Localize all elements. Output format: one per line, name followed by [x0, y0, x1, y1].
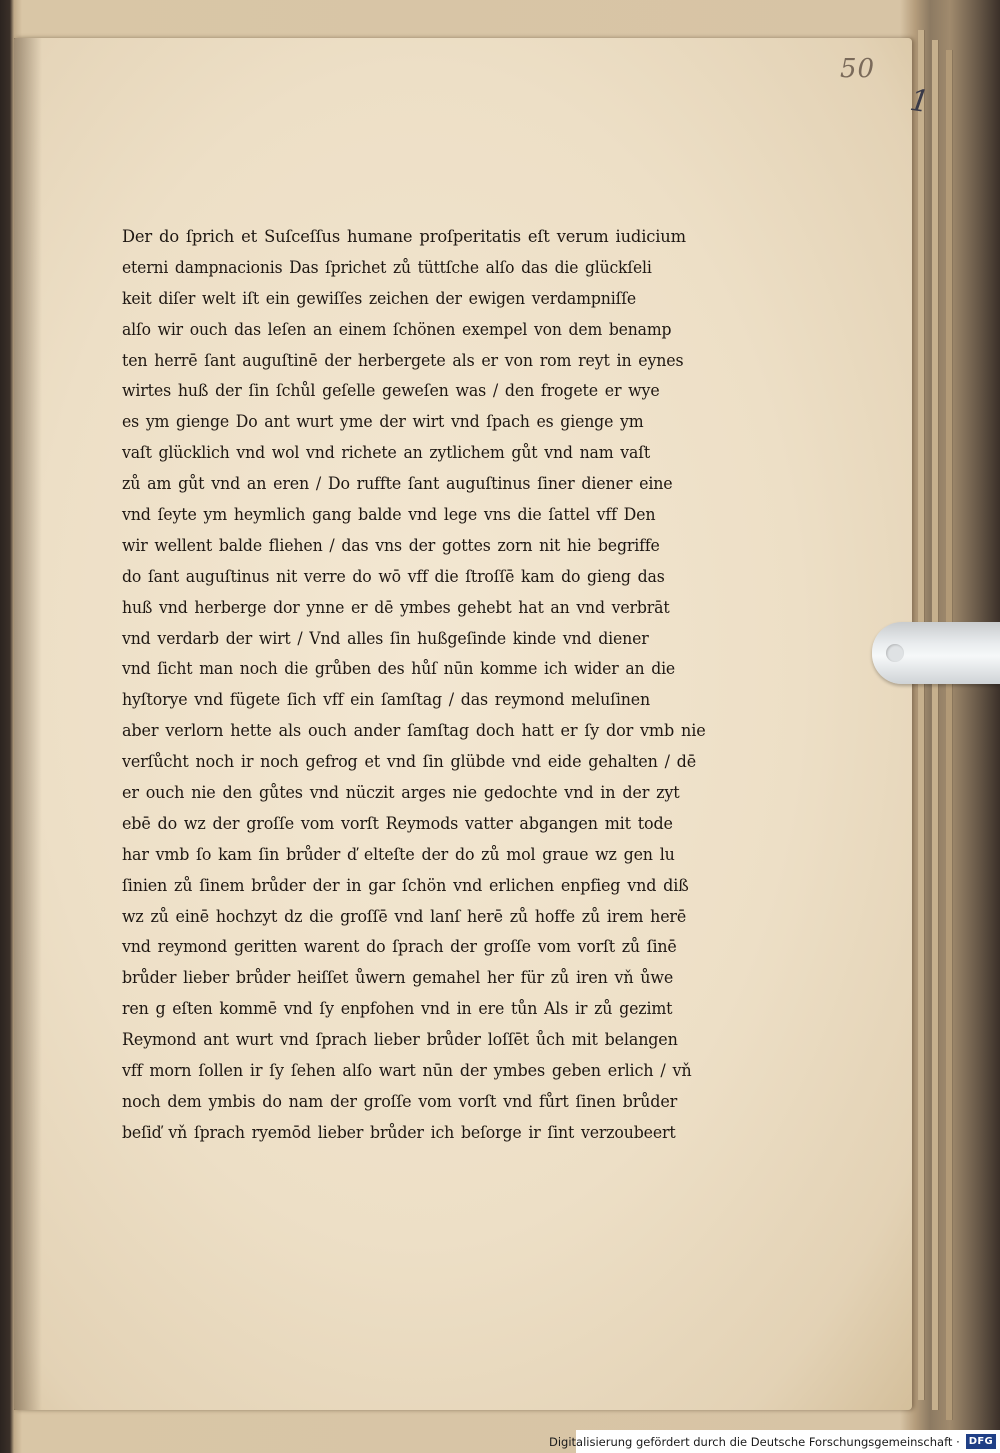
text-line: wir wellent balde fliehen / das vns der gottes zorn nit hie begriffe: [122, 535, 660, 555]
text-line: vnd verdarb der wirt / Vnd alles ſin hußgeſinde kinde vnd diener: [122, 628, 649, 648]
text-line: beſiď vň ſprach ryemōd lieber brůder ich beſorge ir ſint verzoubeert: [122, 1122, 676, 1142]
dfg-logo: DFG: [966, 1434, 996, 1449]
text-line: ſinien zů ſinem brůder der in gar ſchön vnd erlichen enpfieg vnd diß: [122, 875, 689, 895]
text-line: har vmb ſo kam ſin brůder ď elteſte der do zů mol graue wz gen lu: [122, 844, 675, 864]
bookmark-clip: [872, 622, 1000, 684]
text-line: do ſant auguſtinus nit verre do wō vff die ſtroſſē kam do gieng das: [122, 566, 665, 586]
text-line: keit diſer welt iſt ein gewiſſes zeichen der ewigen verdampniſſe: [122, 288, 637, 308]
text-line: ebē do wz der groſſe vom vorſt Reymods vatter abgangen mit tode: [122, 813, 673, 833]
text-block: [122, 222, 782, 1149]
text-line: zů am gůt vnd an eren / Do ruffte ſant auguſtinus ſiner diener eine: [122, 474, 673, 494]
page-edge: [932, 40, 939, 1410]
text-line: vff morn ſollen ir ſy ſehen alſo wart nūn der ymbes geben erlich / vň: [122, 1061, 692, 1081]
text-line: es ym gienge Do ant wurt yme der wirt vnd ſpach es gienge ym: [122, 412, 644, 432]
text-line: ren g eſten kommē vnd ſy enpfohen vnd in ere tůn Als ir zů gezimt: [122, 999, 673, 1019]
text-line: er ouch nie den gůtes vnd nüczit arges nie gedochte vnd in der zyt: [122, 783, 680, 803]
text-line: noch dem ymbis do nam der groſſe vom vorſt vnd fůrt ſinen brůder: [122, 1091, 678, 1111]
text-line: ten herrē ſant auguſtinē der herbergete als er von rom reyt in eynes: [122, 350, 684, 370]
text-line: wirtes huß der ſin ſchůl geſelle geweſen was / den frogete er wye: [122, 381, 660, 401]
text-line: Der do ſprich et Suſceſſus humane proſperitatis eſt verum iudicium: [122, 227, 686, 246]
text-line: Reymond ant wurt vnd ſprach lieber brůder loſſēt ůch mit belangen: [122, 1030, 678, 1050]
text-line: verſůcht noch ir noch gefrog et vnd ſin glübde vnd eide gehalten / dē: [122, 752, 697, 772]
page-edge: [946, 50, 953, 1420]
folio-number: 50: [840, 54, 876, 84]
credit-text: Digitalisierung gefördert durch die Deutsche Forschungsgemeinschaft ·: [548, 1434, 960, 1449]
text-line: eterni dampnacionis Das ſprichet zů tüttſche alſo das die glückſeli: [122, 257, 652, 277]
text-line: huß vnd herberge dor ynne er dē ymbes gehebt hat an vnd verbrāt: [122, 597, 670, 617]
text-line: alſo wir ouch das leſen an einem ſchönen exempel von dem benamp: [122, 319, 672, 339]
bookmark-tip: [886, 644, 904, 662]
page-edge: [918, 30, 925, 1400]
text-line: vnd ſicht man noch die grůben des hůſ nūn komme ich wider an die: [122, 659, 676, 679]
text-line: hyſtorye vnd fügete ſich vff ein ſamſtag / das reymond meluſinen: [122, 690, 650, 710]
gutter-shadow: [14, 38, 42, 1410]
text-line: vaſt glücklich vnd wol vnd richete an zytlichem gůt vnd nam vaſt: [122, 443, 651, 463]
text-line: vnd ſeyte ym heymlich gang balde vnd lege vns die ſattel vff Den: [122, 505, 656, 525]
edge-mark: 1: [907, 82, 932, 121]
text-line: vnd reymond geritten warent do ſprach der groſſe vom vorſt zů ſinē: [122, 937, 677, 957]
text-line: brůder lieber brůder heiſſet ůwern gemahel her für zů iren vň ůwe: [122, 968, 674, 988]
text-line: aber verlorn hette als ouch ander ſamſtag doch hatt er ſy dor vmb nie: [122, 721, 706, 741]
credit-bar: [548, 1430, 1000, 1453]
text-line: wz zů einē hochzyt dz die groſſē vnd lanſ herē zů hoffe zů irem herē: [122, 906, 687, 926]
book-page: [14, 38, 912, 1410]
